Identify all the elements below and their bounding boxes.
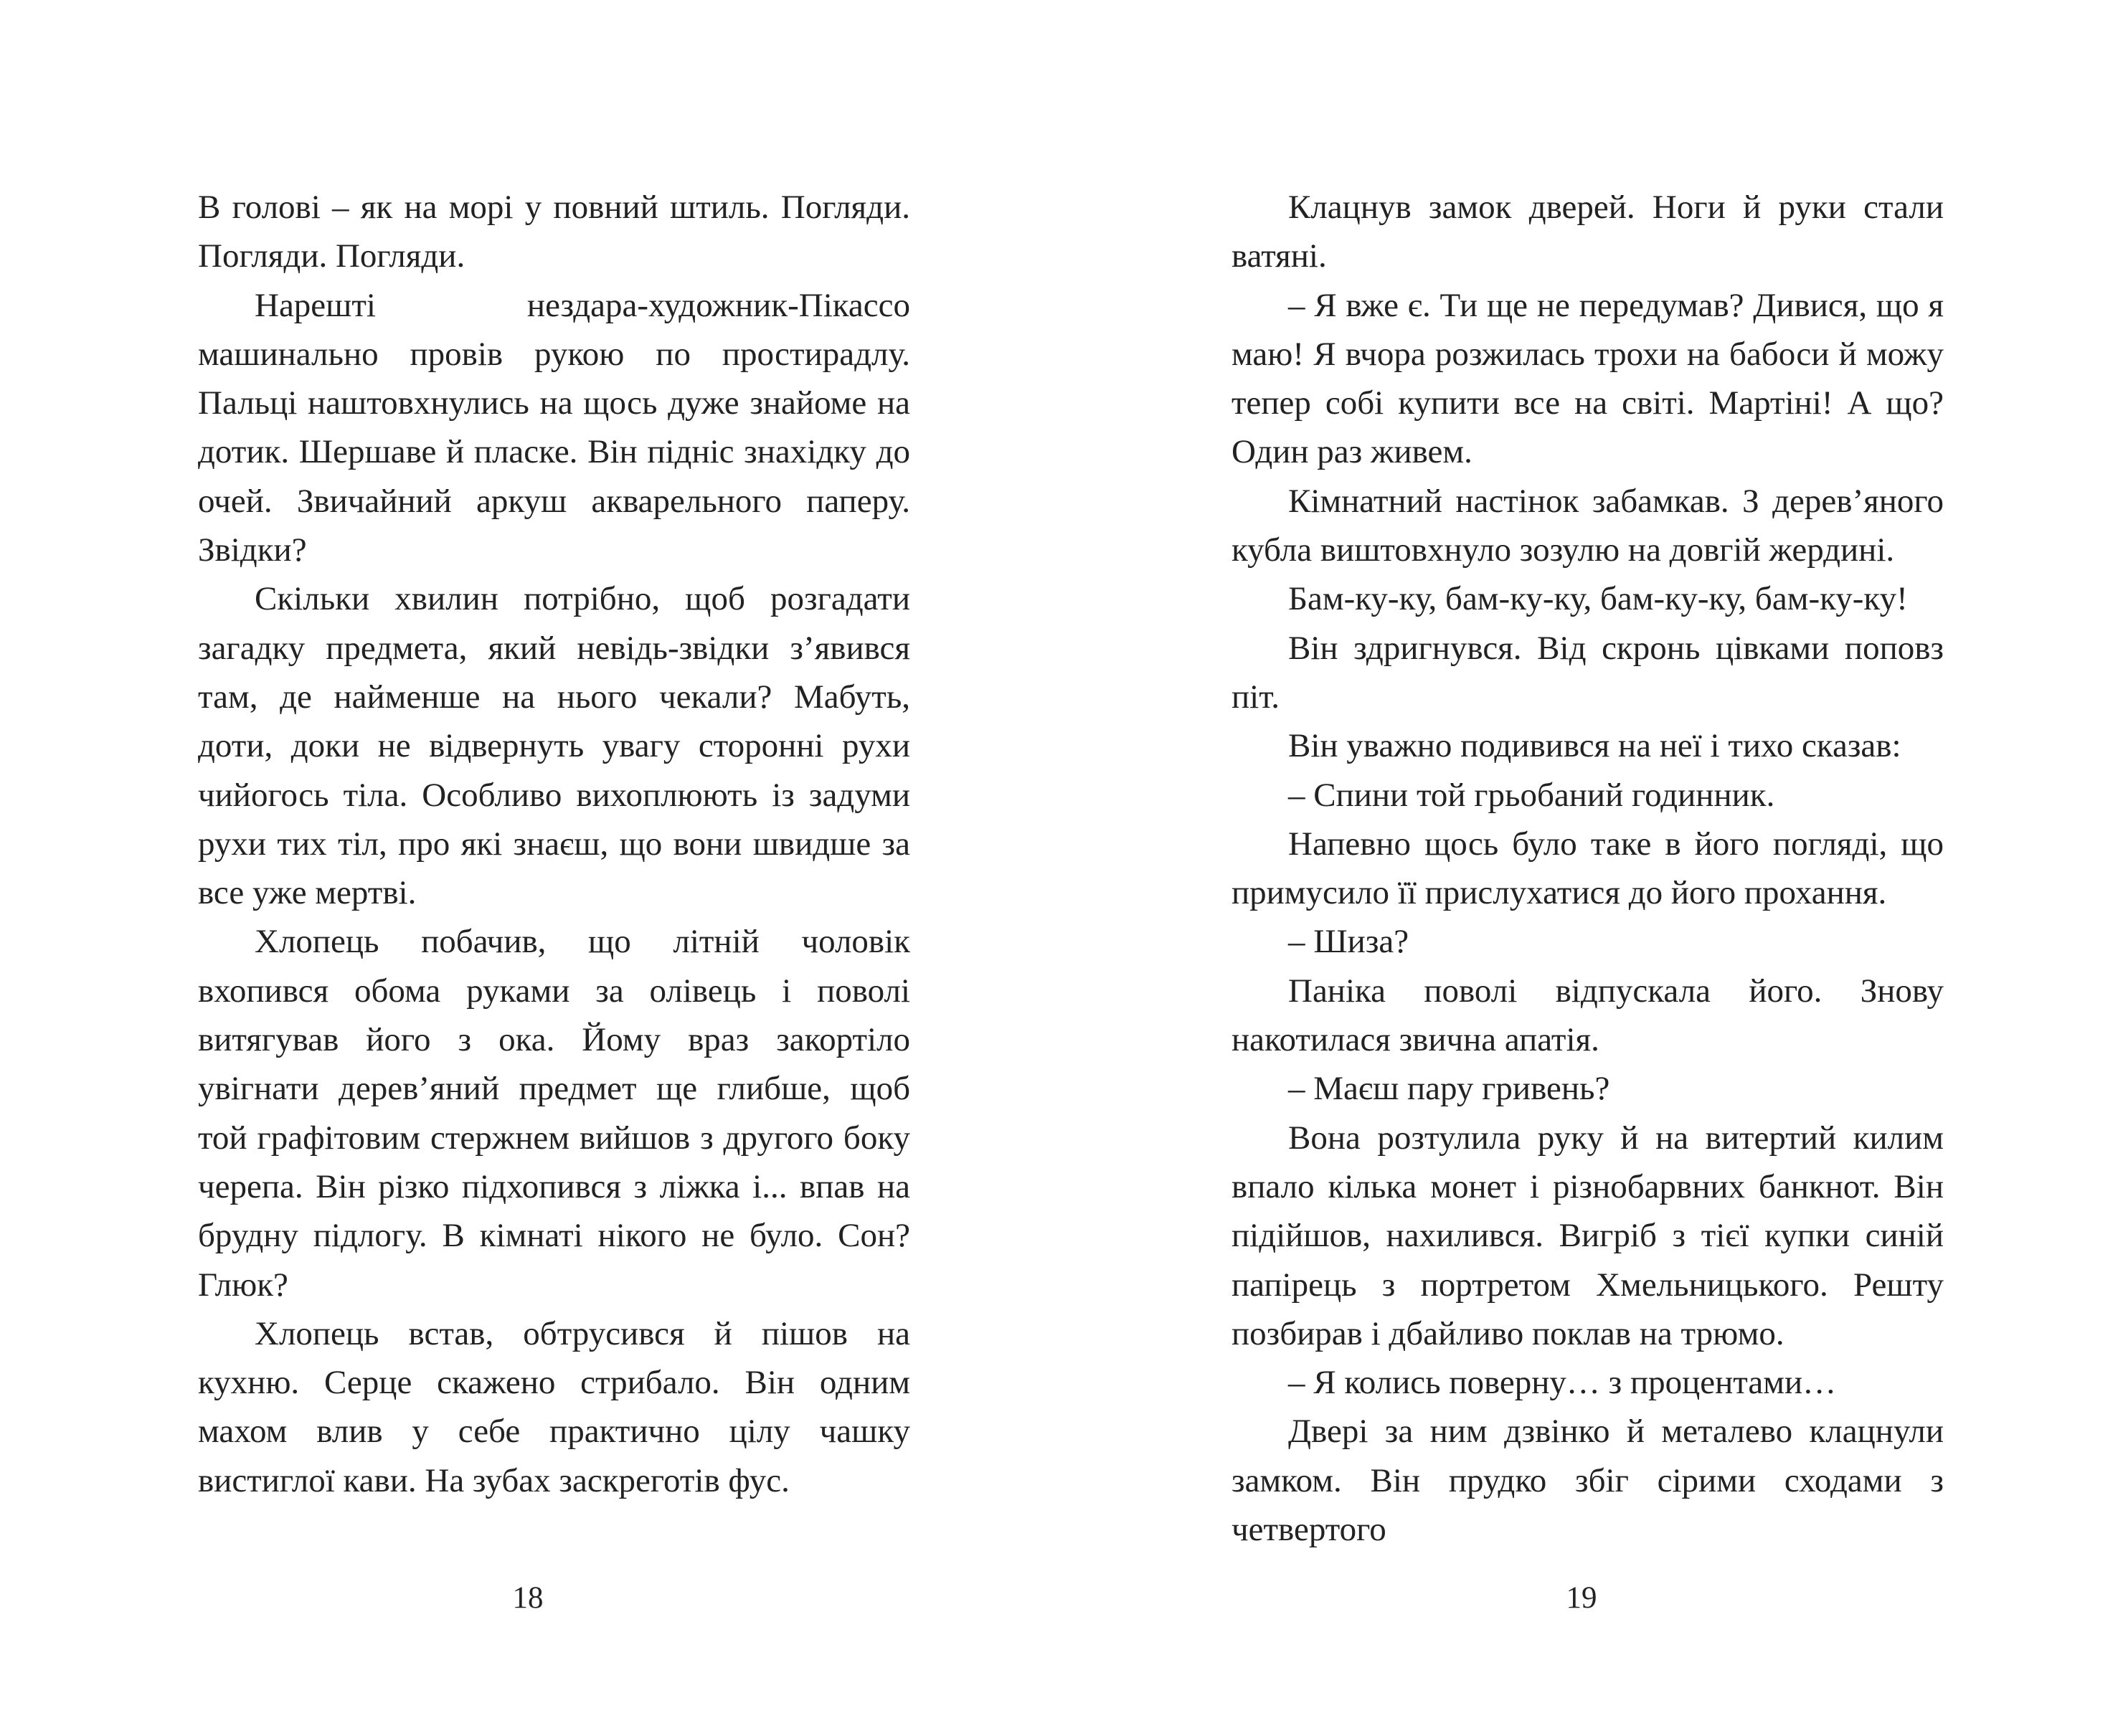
- paragraph: Двері за ним дзвінко й металево клацнули замком. Він прудко збіг сірими сходами з четвертого: [1231, 1413, 1944, 1549]
- paragraph: Хлопець побачив, що літній чоловік вхопився обома руками за олівець і поволі витягував його з ока. Йому враз закортіло увігнати дерев’яний предмет ще глибше, щоб той графітовим стержнем вийшов з другого боку черепа. Він різко підхопився з ліжка і... впав на брудну підлогу. В кімнаті нікого не було. Сон? Глюк?: [198, 923, 910, 1304]
- paragraph: Скільки хвилин потрібно, щоб розгадати загадку предмета, який невідь-звідки з’явився там, де найменше на нього чекали? Мабуть, доти, доки не відвернуть увагу сторонні рухи чийогось тіла. Особливо вихоплюють із задуми рухи тих тіл, про які знаєш, що вони швидше за все уже мертві.: [198, 580, 910, 912]
- paragraph: Напевно щось було таке в його погляді, що примусило її прислухатися до його прохання.: [1231, 825, 1944, 912]
- paragraph: Він здригнувся. Від скронь цівками поповз піт.: [1231, 629, 1944, 716]
- paragraph: – Шиза?: [1288, 923, 1409, 961]
- paragraph: – Маєш пару гривень?: [1288, 1070, 1610, 1108]
- paragraph: – Я колись поверну… з процентами…: [1288, 1364, 1837, 1402]
- paragraph: Клацнув замок дверей. Ноги й руки стали ватяні.: [1231, 189, 1944, 275]
- paragraph: Паніка поволі відпускала його. Знову накотилася звична апатія.: [1231, 972, 1944, 1059]
- right-page-text: [1231, 183, 1944, 1554]
- paragraph: Він уважно подивився на неї і тихо сказав:: [1288, 727, 1901, 765]
- page-number: 19: [1566, 1581, 1597, 1615]
- left-page-text: [198, 183, 910, 1505]
- page-number: 18: [512, 1581, 544, 1615]
- paragraph: – Спини той грьобаний годинник.: [1288, 776, 1775, 814]
- right-page: [1059, 0, 2118, 1736]
- paragraph: Нарешті нездара-художник-Пікассо машинально провів рукою по простирадлу. Пальці наштовхнулись на щось дуже знайоме на дотик. Шершаве й пласке. Він підніс знахідку до очей. Звичайний аркуш акварельного паперу. Звідки?: [198, 286, 910, 569]
- paragraph: Вона розтулила руку й на витертий килим впало кілька монет і різнобарвних банкнот. Він підійшов, нахилився. Вигріб з тієї купки синій папірець з портретом Хмельницького. Решту позбирав і дбайливо поклав на трюмо.: [1231, 1119, 1944, 1352]
- paragraph: Хлопець встав, обтрусився й пішов на кухню. Серце скажено стрибало. Він одним махом влив у себе практично цілу чашку вистиглої кави. На зубах заскреготів фус.: [198, 1314, 910, 1499]
- paragraph: – Я вже є. Ти ще не передумав? Дивися, що я маю! Я вчора розжилась трохи на бабоси й можу тепер собі купити все на світі. Мартіні! А що? Один раз живем.: [1231, 286, 1944, 471]
- paragraph: Бам-ку-ку, бам-ку-ку, бам-ку-ку, бам-ку-ку!: [1288, 580, 1908, 618]
- paragraph: Кімнатний настінок забамкав. З дерев’яного кубла виштовхнуло зозулю на довгій жердині.: [1231, 482, 1944, 569]
- paragraph: В голові – як на морі у повний штиль. Погляди. Погляди. Погляди.: [198, 189, 910, 275]
